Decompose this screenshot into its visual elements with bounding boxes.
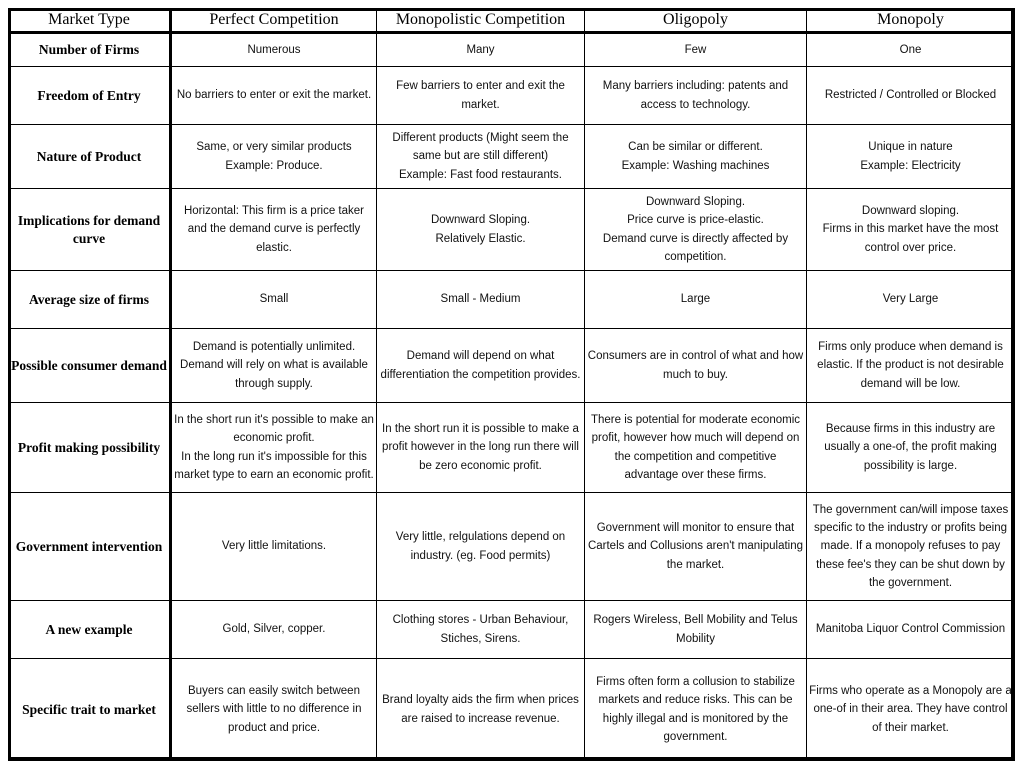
table-cell: Brand loyalty aids the firm when prices are raised to increase revenue. — [377, 659, 585, 761]
table-cell: One — [807, 33, 1015, 67]
row-label: Average size of firms — [9, 271, 171, 329]
table-cell: There is potential for moderate economic profit, however how much will depend on the competition and competitive advantage over these firms. — [585, 403, 807, 493]
table-cell: The government can/will impose taxes specific to the industry or profits being made. If a monopoly refuses to pay these fee's they can be shut down by the government. — [807, 493, 1015, 601]
table-cell: Manitoba Liquor Control Commission — [807, 601, 1015, 659]
column-header-perfect-competition: Perfect Competition — [171, 9, 377, 33]
row-label: Implications for demand curve — [9, 189, 171, 271]
column-header-market-type: Market Type — [9, 9, 171, 33]
table-cell: Very little limitations. — [171, 493, 377, 601]
table-cell: Unique in nature Example: Electricity — [807, 125, 1015, 189]
table-cell: Very Large — [807, 271, 1015, 329]
table-cell: Can be similar or different. Example: Washing machines — [585, 125, 807, 189]
table-cell: Very little, relgulations depend on industry. (eg. Food permits) — [377, 493, 585, 601]
table-cell: Downward Sloping. Relatively Elastic. — [377, 189, 585, 271]
table-cell: Firms only produce when demand is elastic. If the product is not desirable demand will be low. — [807, 329, 1015, 403]
table-cell: Numerous — [171, 33, 377, 67]
table-cell: Small - Medium — [377, 271, 585, 329]
table-cell: Small — [171, 271, 377, 329]
row-label: Specific trait to market — [9, 659, 171, 761]
table-cell: Government will monitor to ensure that Cartels and Collusions aren't manipulating the market. — [585, 493, 807, 601]
table-cell: Many barriers including: patents and access to technology. — [585, 67, 807, 125]
table-cell: Rogers Wireless, Bell Mobility and Telus Mobility — [585, 601, 807, 659]
table-cell: Downward sloping. Firms in this market have the most control over price. — [807, 189, 1015, 271]
table-cell: In the short run it's possible to make an economic profit. In the long run it's impossible for this market type to earn an economic profit. — [171, 403, 377, 493]
row-label: Number of Firms — [9, 33, 171, 67]
table-cell: No barriers to enter or exit the market. — [171, 67, 377, 125]
table-cell: Downward Sloping. Price curve is price-elastic. Demand curve is directly affected by competition. — [585, 189, 807, 271]
column-header-monopolistic-competition: Monopolistic Competition — [377, 9, 585, 33]
row-label: Profit making possibility — [9, 403, 171, 493]
table-cell: Buyers can easily switch between sellers with little to no difference in product and price. — [171, 659, 377, 761]
column-header-monopoly: Monopoly — [807, 9, 1015, 33]
table-cell: Firms who operate as a Monopoly are a one-of in their area. They have control of their market. — [807, 659, 1015, 761]
table-outer-border — [8, 8, 1014, 760]
table-cell: Clothing stores - Urban Behaviour, Stiches, Sirens. — [377, 601, 585, 659]
table-cell: Restricted / Controlled or Blocked — [807, 67, 1015, 125]
table-cell: Large — [585, 271, 807, 329]
table-cell: Because firms in this industry are usually a one-of, the profit making possibility is large. — [807, 403, 1015, 493]
table-cell: Firms often form a collusion to stabilize markets and reduce risks. This can be highly illegal and is monitored by the government. — [585, 659, 807, 761]
table-cell: Demand is potentially unlimited. Demand will rely on what is available through supply. — [171, 329, 377, 403]
table-cell: Different products (Might seem the same but are still different) Example: Fast food restaurants. — [377, 125, 585, 189]
table-cell: Many — [377, 33, 585, 67]
row-label: Nature of Product — [9, 125, 171, 189]
column-header-oligopoly: Oligopoly — [585, 9, 807, 33]
table-cell: Few — [585, 33, 807, 67]
table-cell: Few barriers to enter and exit the market. — [377, 67, 585, 125]
table-cell: Same, or very similar products Example: Produce. — [171, 125, 377, 189]
table-cell: Gold, Silver, copper. — [171, 601, 377, 659]
table-cell: Horizontal: This firm is a price taker and the demand curve is perfectly elastic. — [171, 189, 377, 271]
table-cell: Consumers are in control of what and how much to buy. — [585, 329, 807, 403]
row-label: Possible consumer demand — [9, 329, 171, 403]
table-cell: Demand will depend on what differentiation the competition provides. — [377, 329, 585, 403]
table-cell: In the short run it is possible to make a profit however in the long run there will be zero economic profit. — [377, 403, 585, 493]
row-label: A new example — [9, 601, 171, 659]
row-label: Freedom of Entry — [9, 67, 171, 125]
row-label: Government intervention — [9, 493, 171, 601]
